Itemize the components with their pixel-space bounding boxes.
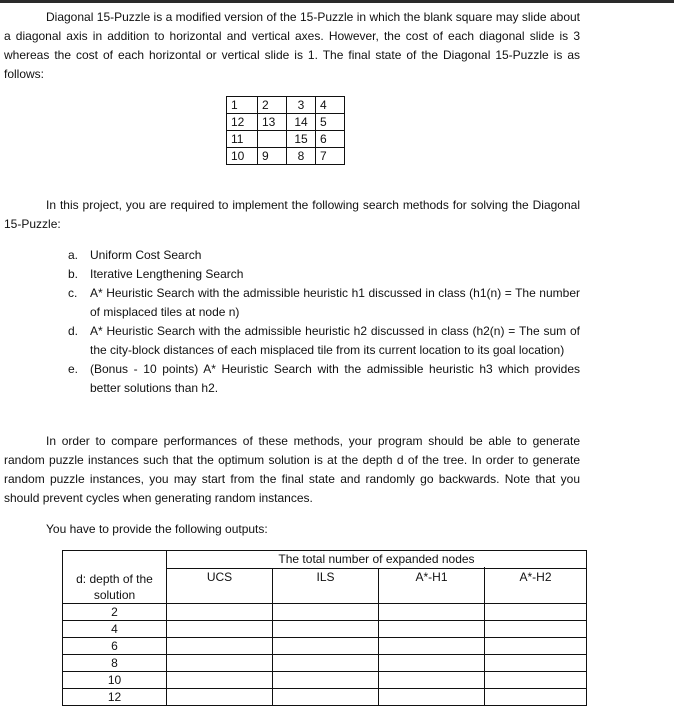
result-cell xyxy=(485,671,587,688)
puzzle-cell: 13 xyxy=(258,114,287,131)
table-row xyxy=(63,620,587,637)
result-cell xyxy=(485,688,587,705)
list-marker: b. xyxy=(68,267,79,281)
puzzle-row xyxy=(227,114,345,131)
puzzle-row xyxy=(227,131,345,148)
group-header: The total number of expanded nodes xyxy=(167,551,587,568)
result-cell xyxy=(167,620,273,637)
puzzle-cell: 5 xyxy=(316,114,345,131)
list-marker: a. xyxy=(68,248,79,262)
table-row xyxy=(63,654,587,671)
puzzle-cell: 12 xyxy=(227,114,258,131)
result-cell xyxy=(379,603,485,620)
puzzle-cell: 9 xyxy=(258,148,287,165)
list-marker: e. xyxy=(68,362,79,376)
result-cell xyxy=(379,688,485,705)
results-table xyxy=(62,550,587,706)
column-header-ucs: UCS xyxy=(167,569,273,604)
puzzle-cell: 11 xyxy=(227,131,258,148)
depth-cell: 4 xyxy=(63,620,167,637)
result-cell xyxy=(485,603,587,620)
puzzle-cell: 1 xyxy=(227,97,258,114)
list-item xyxy=(68,284,580,322)
result-cell xyxy=(273,603,379,620)
puzzle-row xyxy=(227,97,345,114)
list-item-text: (Bonus - 10 points) A* Heuristic Search with the admissible heuristic h3 which provides better solutions than h2. xyxy=(90,362,580,395)
list-item-text: Uniform Cost Search xyxy=(90,248,202,262)
result-cell xyxy=(167,671,273,688)
depth-cell: 12 xyxy=(63,688,167,705)
result-cell xyxy=(273,637,379,654)
depth-cell: 8 xyxy=(63,654,167,671)
puzzle-blank-cell xyxy=(258,131,287,148)
puzzle-cell: 8 xyxy=(287,148,316,165)
intro-paragraph: Diagonal 15-Puzzle is a modified version of the 15-Puzzle in which the blank square may slide about a diagonal axis in addition to horizontal and vertical axes. However, the cost of each diagonal slide is 3 whereas the cost of each horizontal or vertical slide is 1. The final state of the Diagonal 15-Puzzle is as follows: xyxy=(4,10,580,81)
project-paragraph: In this project, you are required to implement the following search methods for solving the Diagonal 15-Puzzle: xyxy=(4,198,580,231)
result-cell xyxy=(273,654,379,671)
list-marker: c. xyxy=(68,286,78,300)
list-item-text: A* Heuristic Search with the admissible heuristic h2 discussed in class (h2(n) = The sum of the city-block distances of each misplaced tile from its current location to its goal location) xyxy=(90,324,580,357)
puzzle-cell: 3 xyxy=(287,97,316,114)
puzzle-cell: 14 xyxy=(287,114,316,131)
result-cell xyxy=(273,688,379,705)
table-row xyxy=(63,637,587,654)
depth-cell: 6 xyxy=(63,637,167,654)
list-marker: d. xyxy=(68,324,79,338)
puzzle-cell: 10 xyxy=(227,148,258,165)
result-cell xyxy=(273,620,379,637)
table-header-row xyxy=(63,551,587,568)
result-cell xyxy=(485,654,587,671)
result-cell xyxy=(485,637,587,654)
puzzle-cell: 6 xyxy=(316,131,345,148)
result-cell xyxy=(167,688,273,705)
list-item xyxy=(68,322,580,360)
table-row xyxy=(63,603,587,620)
puzzle-final-state xyxy=(226,96,345,165)
depth-cell: 2 xyxy=(63,603,167,620)
table-header-row xyxy=(63,569,587,604)
methods-list xyxy=(68,246,580,398)
puzzle-cell: 15 xyxy=(287,131,316,148)
result-cell xyxy=(379,671,485,688)
list-item-text: A* Heuristic Search with the admissible heuristic h1 discussed in class (h1(n) = The number of misplaced tiles at node n) xyxy=(90,286,580,319)
puzzle-cell: 2 xyxy=(258,97,287,114)
depth-header: d: depth of the solution xyxy=(63,569,167,604)
table-row xyxy=(63,688,587,705)
list-item-text: Iterative Lengthening Search xyxy=(90,267,244,281)
column-header-ils: ILS xyxy=(273,569,379,604)
top-border xyxy=(0,0,674,3)
result-cell xyxy=(379,637,485,654)
table-row xyxy=(63,671,587,688)
puzzle-cell: 7 xyxy=(316,148,345,165)
column-header-astar-h2: A*-H2 xyxy=(485,569,587,604)
compare-paragraph: In order to compare performances of these methods, your program should be able to generate random puzzle instances such that the optimum solution is at the depth d of the tree. In order to generate random puzzle instances, you may start from the final state and randomly go backwards. Note that you should prevent cycles when generating random instances. xyxy=(4,434,580,505)
table-header-spacer xyxy=(63,551,167,569)
list-item xyxy=(68,246,580,265)
column-header-astar-h1: A*-H1 xyxy=(379,569,485,604)
outputs-label: You have to provide the following outputs: xyxy=(46,522,268,536)
puzzle-row xyxy=(227,148,345,165)
depth-cell: 10 xyxy=(63,671,167,688)
puzzle-cell: 4 xyxy=(316,97,345,114)
list-item xyxy=(68,265,580,284)
result-cell xyxy=(379,620,485,637)
result-cell xyxy=(485,620,587,637)
result-cell xyxy=(167,654,273,671)
result-cell xyxy=(167,637,273,654)
result-cell xyxy=(379,654,485,671)
list-item xyxy=(68,360,580,398)
result-cell xyxy=(273,671,379,688)
result-cell xyxy=(167,603,273,620)
